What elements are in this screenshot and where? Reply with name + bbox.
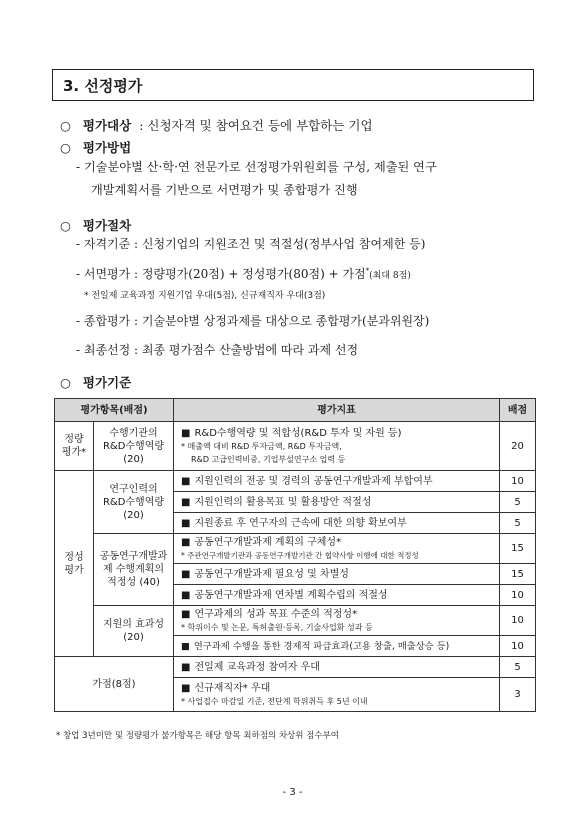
quant-indicator-cell (174, 422, 500, 471)
quant-group-cell: 정량 평가* (55, 422, 94, 471)
table-row (55, 606, 536, 636)
indicator-text: 전일제 교육과정 참여자 우대 (194, 661, 320, 673)
header-item: 평가항목(배점) (55, 399, 174, 422)
score-cell: 10 (500, 636, 536, 657)
indicator-note: * 학위이수 및 논문, 특허출원·등록, 기술사업화 성과 등 (181, 622, 373, 632)
score-cell: 10 (500, 585, 536, 606)
circle-bullet-icon: ○ (60, 218, 71, 233)
indicator-cell (174, 513, 500, 534)
indicator-text: R&D수행역량 및 적합성(R&D 투자 및 자원 등) (194, 427, 402, 439)
square-bullet-icon: ■ (181, 517, 191, 529)
indicator-cell (174, 657, 500, 678)
score-cell: 20 (500, 422, 536, 471)
written-eval-max: (최대 8점) (369, 271, 411, 281)
square-bullet-icon: ■ (181, 568, 191, 580)
square-bullet-icon: ■ (181, 427, 191, 439)
indicator-text: 공동연구개발과제 필요성 및 차별성 (194, 568, 349, 580)
square-bullet-icon: ■ (181, 496, 191, 508)
written-eval-text: - 서면평가 : 정량평가(20점) + 정성평가(80점) + 가점 (76, 267, 366, 281)
table-row (55, 534, 536, 564)
comprehensive-eval-line: - 종합평가 : 기술분야별 상정과제를 대상으로 종합평가(분과위원장) (76, 314, 430, 328)
score-cell: 10 (500, 471, 536, 492)
indicator-note: * 매출액 대비 R&D 투자금액, R&D 투자금액, (181, 441, 342, 451)
table-row (55, 422, 536, 471)
eval-method-line1: - 기술분야별 산·학·연 전문가로 선정평가위원회를 구성, 제출된 연구 (76, 160, 437, 174)
table-row (55, 471, 536, 492)
score-cell: 5 (500, 492, 536, 513)
indicator-text: 연구과제 수행을 통한 경제적 파급효과(고용 창출, 매출상승 등) (193, 640, 450, 652)
table-row (55, 657, 536, 678)
score-cell: 15 (500, 564, 536, 585)
square-bullet-icon: ■ (181, 682, 191, 694)
sub3-item-cell: 지원의 효과성 (20) (94, 606, 174, 657)
indicator-text: 공동연구개발과제 계획의 구체성* (194, 536, 342, 548)
sub2-item-cell: 공동연구개발과제 수행계획의 적정성 (40) (94, 534, 174, 606)
indicator-cell (174, 492, 500, 513)
written-eval-line (76, 264, 411, 284)
score-cell: 10 (500, 606, 536, 636)
square-bullet-icon: ■ (181, 608, 191, 620)
indicator-text: 연구과제의 성과 목표 수준의 적정성* (194, 608, 358, 620)
eval-target-text: : 신청자격 및 참여요건 등에 부합하는 기업 (139, 118, 373, 133)
indicator-cell (174, 606, 500, 636)
score-cell: 5 (500, 657, 536, 678)
indicator-cell (174, 678, 500, 712)
circle-bullet-icon: ○ (60, 140, 71, 155)
square-bullet-icon: ■ (181, 589, 191, 601)
eval-method-heading (60, 140, 131, 155)
square-bullet-icon: ■ (181, 640, 190, 652)
qual-group-cell: 정성 평가 (55, 471, 94, 657)
square-bullet-icon: ■ (181, 661, 191, 673)
eval-target-label: 평가대상 (82, 118, 132, 133)
table-header-row (55, 399, 536, 422)
criteria-heading (60, 375, 131, 390)
written-eval-sup: * (365, 267, 370, 275)
qualification-line: - 자격기준 : 신청기업의 지원조건 및 적절성(정부사업 참여제한 등) (76, 237, 426, 251)
indicator-cell (174, 534, 500, 564)
evaluation-criteria-table (54, 398, 536, 712)
circle-bullet-icon: ○ (60, 118, 71, 133)
indicator-note: R&D 고급인력비중, 기업부설연구소 업력 등 (191, 454, 346, 464)
indicator-note: * 사업접수 마감일 기준, 전단계 학위취득 후 5년 이내 (181, 696, 368, 706)
section-header-box (52, 69, 534, 101)
score-cell: 5 (500, 513, 536, 534)
written-eval-note: * 전일제 교육과정 지원기업 우대(5점), 신규재직자 우대(3점) (84, 291, 326, 301)
circle-bullet-icon: ○ (60, 375, 71, 390)
eval-procedure-label: 평가절차 (82, 218, 132, 233)
page-number: - 3 - (282, 787, 303, 798)
indicator-note: * 주관연구개발기관과 공동연구개발기관 간 협약사항 이행에 대한 적정성 (181, 550, 419, 560)
indicator-cell (174, 636, 500, 657)
eval-procedure-heading (60, 218, 131, 233)
score-cell: 15 (500, 534, 536, 564)
quant-item-cell: 수행기관의 R&D수행역량 (20) (94, 422, 174, 471)
indicator-cell (174, 471, 500, 492)
table-footnote: * 창업 3년미만 및 정량평가 불가항목은 해당 항목 최하점의 차상위 점수부여 (56, 731, 340, 741)
indicator-text: 신규재직자* 우대 (194, 682, 271, 694)
bonus-item-cell: 가점(8점) (55, 657, 174, 712)
eval-method-label: 평가방법 (82, 140, 132, 155)
indicator-text: 지원인력의 전공 및 경력의 공동연구개발과제 부합여부 (194, 475, 433, 487)
indicator-text: 지원종료 후 연구자의 근속에 대한 의향 확보여부 (194, 517, 407, 529)
criteria-label: 평가기준 (82, 375, 132, 390)
header-indicator: 평가지표 (174, 399, 500, 422)
final-selection-line: - 최종선정 : 최종 평가점수 산출방법에 따라 과제 선정 (76, 343, 359, 357)
indicator-text: 지원인력의 활용목표 및 활용방안 적절성 (194, 496, 372, 508)
eval-method-line2: 개발계획서를 기반으로 서면평가 및 종합평가 진행 (91, 183, 358, 197)
indicator-text: 공동연구개발과제 연차별 계획수립의 적절성 (194, 589, 388, 601)
section-title: 3. 선정평가 (63, 77, 143, 95)
eval-target-line (60, 118, 373, 133)
square-bullet-icon: ■ (181, 536, 191, 548)
sub1-item-cell: 연구인력의 R&D수행역량 (20) (94, 471, 174, 534)
square-bullet-icon: ■ (181, 475, 191, 487)
indicator-cell (174, 585, 500, 606)
score-cell: 3 (500, 678, 536, 712)
indicator-cell (174, 564, 500, 585)
header-score: 배점 (500, 399, 536, 422)
